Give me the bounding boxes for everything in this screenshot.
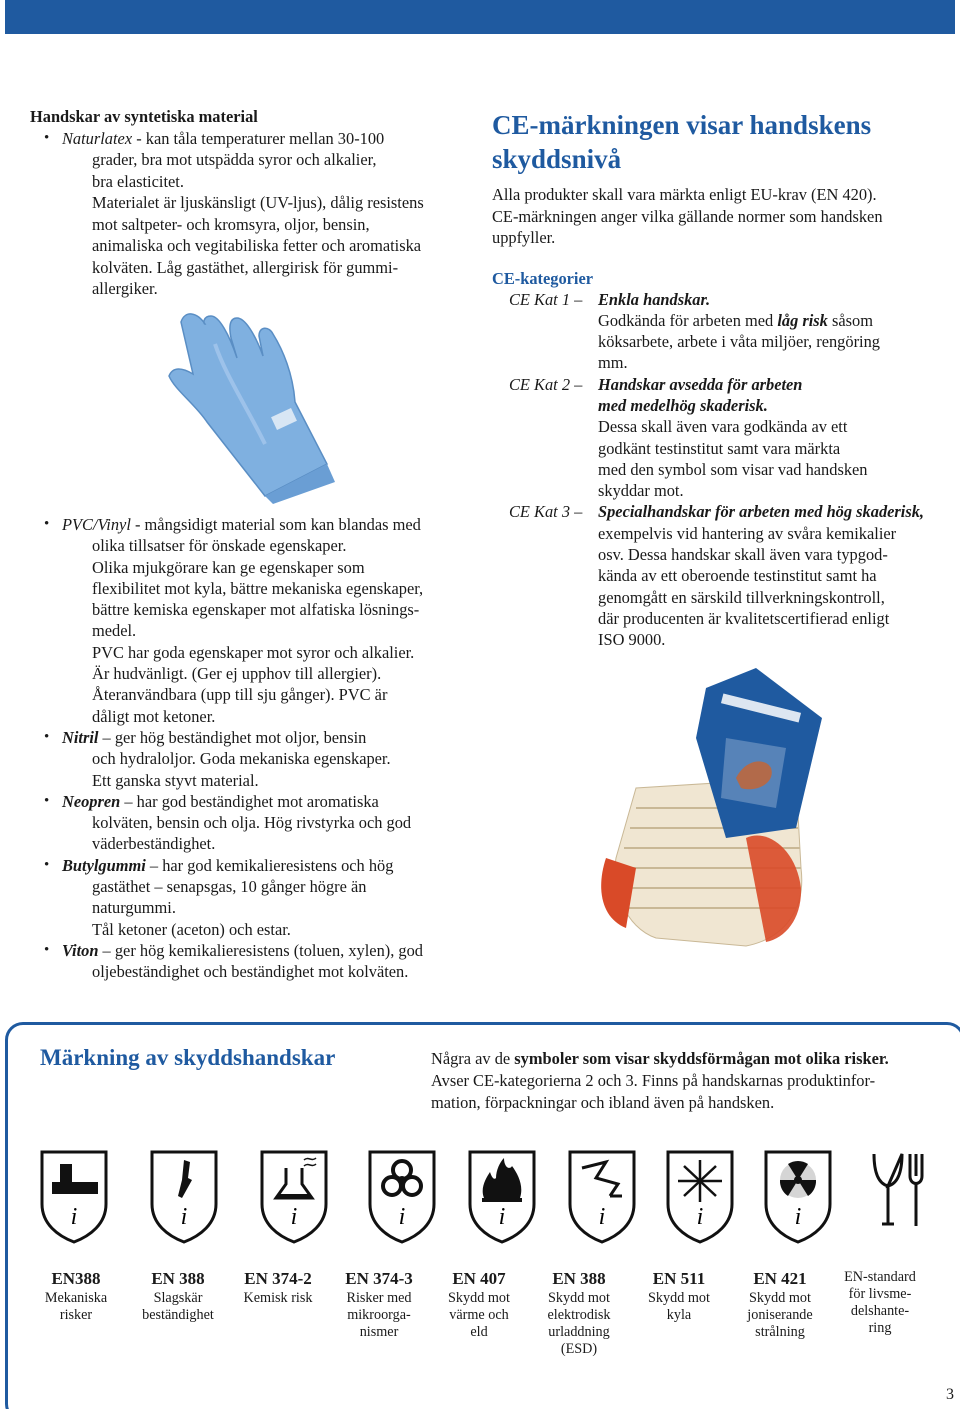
neopren-line: väderbeständighet. [92,834,216,854]
pvc-para-line: PVC har goda egenskaper mot syror och alkalier. [92,642,415,662]
svg-text:i: i [70,1204,78,1230]
pvc-para-line: Olika mjukgörare kan ge egenskaper som [92,557,365,577]
ce-marking-section [492,108,942,651]
naturlatex-para-line: Materialet är ljuskänsligt (UV-ljus), dålig resistens [92,193,424,212]
butyl-line: Tål ketoner (aceton) och estar. [92,919,291,939]
electrostatic-discharge-icon [566,1148,638,1244]
pvc-para-line: Återanvändbara (upp till sju gånger). PVC är [92,685,388,705]
svg-text:i: i [180,1204,188,1230]
food-safe-fork-glass-icon [866,1146,926,1236]
ce-intro: Alla produkter skall vara märkta enligt EU-krav (EN 420). CE-märkningen anger vilka gällande normer som handsken uppfyller. [492,185,883,247]
ce-categories-heading: CE-kategorier [492,268,594,288]
blue-glove-image [145,304,355,504]
symbol-label-7: EN 511 Skydd mot kyla [648,1269,710,1323]
list-item-naturlatex: • Naturlatex - kan tåla temperaturer mellan 30-100 [30,128,480,150]
pvc-para-line: Är hudvänligt. (Ger ej upphov till allergier). [92,664,382,684]
symbol-label-8: EN 421 Skydd mot joniserande strålning [747,1269,813,1340]
list-item-viton: • Viton – ger hög kemikalieresistens (toluen, xylen), god [30,940,480,961]
svg-text:i: i [794,1204,802,1230]
pvc-para-line: medel. [92,621,137,641]
naturlatex-para-line: allergiker. [92,279,158,298]
butyl-line: gastäthet – senapsgas, 10 gånger högre än [92,877,367,897]
marking-title: Märkning av skyddshandskar [40,1045,336,1070]
list-item-nitril: • Nitril – ger hög beständighet mot oljor, bensin [30,727,480,748]
pvc-para-line: dåligt mot ketoner. [92,706,216,726]
ce-kat-1: CE Kat 1 – Enkla handskar. Godkända för arbeten med låg risk såsom köksarbete, arbete i våta miljöer, rengöring mm. [509,289,880,373]
symbol-label-1: EN388 Mekaniska risker [44,1269,108,1323]
neopren-line: kolväten, bensin och olja. Hög rivstyrka och god [92,813,412,833]
list-item-butylgummi: • Butylgummi – har god kemikalieresistens och hög [30,855,480,876]
symbol-label-3: EN 374-2 Kemisk risk [243,1269,313,1306]
ce-kat-3: CE Kat 3 – Specialhandskar för arbeten med hög skaderisk, exempelvis vid hantering av svåra kemikalier osv. Dessa handskar skall även vara typgod- kända av ett oberoende testinstitut samt ha genomgått en särskild tillverkningskontroll, där producenten är kvalitetscertifierad enligt ISO 9000. [509,502,925,650]
heat-fire-flame-icon [466,1148,538,1244]
pvc-line: olika tillsatser för önskade egenskaper. [92,536,347,556]
materials-list [30,514,480,983]
naturlatex-line: bra elasticitet. [92,171,184,191]
list-item-neopren: • Neopren – har god beständighet mot aromatiska [30,791,480,812]
svg-text:i: i [290,1204,298,1230]
symbol-label-2: EN 388 Slagskär beständighet [142,1269,214,1323]
list-item-pvc: • PVC/Vinyl - mångsidigt material som kan blandas med [30,514,480,535]
marking-text: Några av de symboler som visar skyddsförmågan mot olika risker. Avser CE-kategorierna 2 och 3. Finns på handskarnas produktinfor- mation, förpackningar och ibland även på handsken. [431,1049,889,1112]
knit-glove-image [596,658,826,948]
cold-snowflake-icon [664,1148,736,1244]
pvc-para-line: bättre kemiska egenskaper mot alfatiska lösnings- [92,600,420,620]
cut-resistance-knife-icon [148,1148,220,1244]
symbol-label-6: EN 388 Skydd mot elektrodisk urladdning (ESD) [547,1269,611,1357]
butyl-line: naturgummi. [92,898,176,918]
svg-text:i: i [696,1204,704,1230]
svg-text:i: i [498,1204,506,1230]
radiation-icon [762,1148,834,1244]
symbol-label-5: EN 407 Skydd mot värme och eld [448,1269,510,1340]
synthetic-materials-section [30,106,480,300]
section-heading: Handskar av syntetiska material [30,107,258,126]
naturlatex-para-line: kolväten. Låg gastäthet, allergirisk för gummi- [92,257,399,277]
naturlatex-line: grader, bra mot utspädda syror och alkalier, [92,150,377,169]
chemical-risk-flask-icon [258,1148,330,1244]
svg-text:i: i [398,1204,406,1230]
top-color-bar [5,0,955,34]
mechanical-risk-hammer-icon [38,1148,110,1244]
naturlatex-para-line: mot saltpeter- och kromsyra, oljor, bensin, [92,214,370,234]
svg-text:i: i [598,1204,606,1230]
symbol-label-4: EN 374-3 Risker med mikroorga- nismer [345,1269,413,1340]
page-number: 3 [946,1386,954,1403]
biohazard-icon [366,1148,438,1244]
ce-title: CE-märkningen visar handskens skyddsnivå [492,110,872,174]
pvc-para-line: flexibilitet mot kyla, bättre mekaniska egenskaper, [92,578,424,598]
symbol-label-9: EN-standard för livsme- delshante- ring [844,1269,916,1336]
viton-line: oljebeständighet och beständighet mot kolväten. [92,962,409,982]
nitril-line: Ett ganska styvt material. [92,770,259,790]
ce-kat-2: CE Kat 2 – Handskar avsedda för arbeten med medelhög skaderisk. Dessa skall även vara godkända av ett godkänt testinstitut samt vara märkta med den symbol som visar vad handsken skyddar mot. [509,374,868,501]
naturlatex-para-line: animaliska och vegitabiliska fetter och aromatiska [92,236,422,255]
nitril-line: och hydraloljor. Goda mekaniska egenskaper. [92,749,391,769]
